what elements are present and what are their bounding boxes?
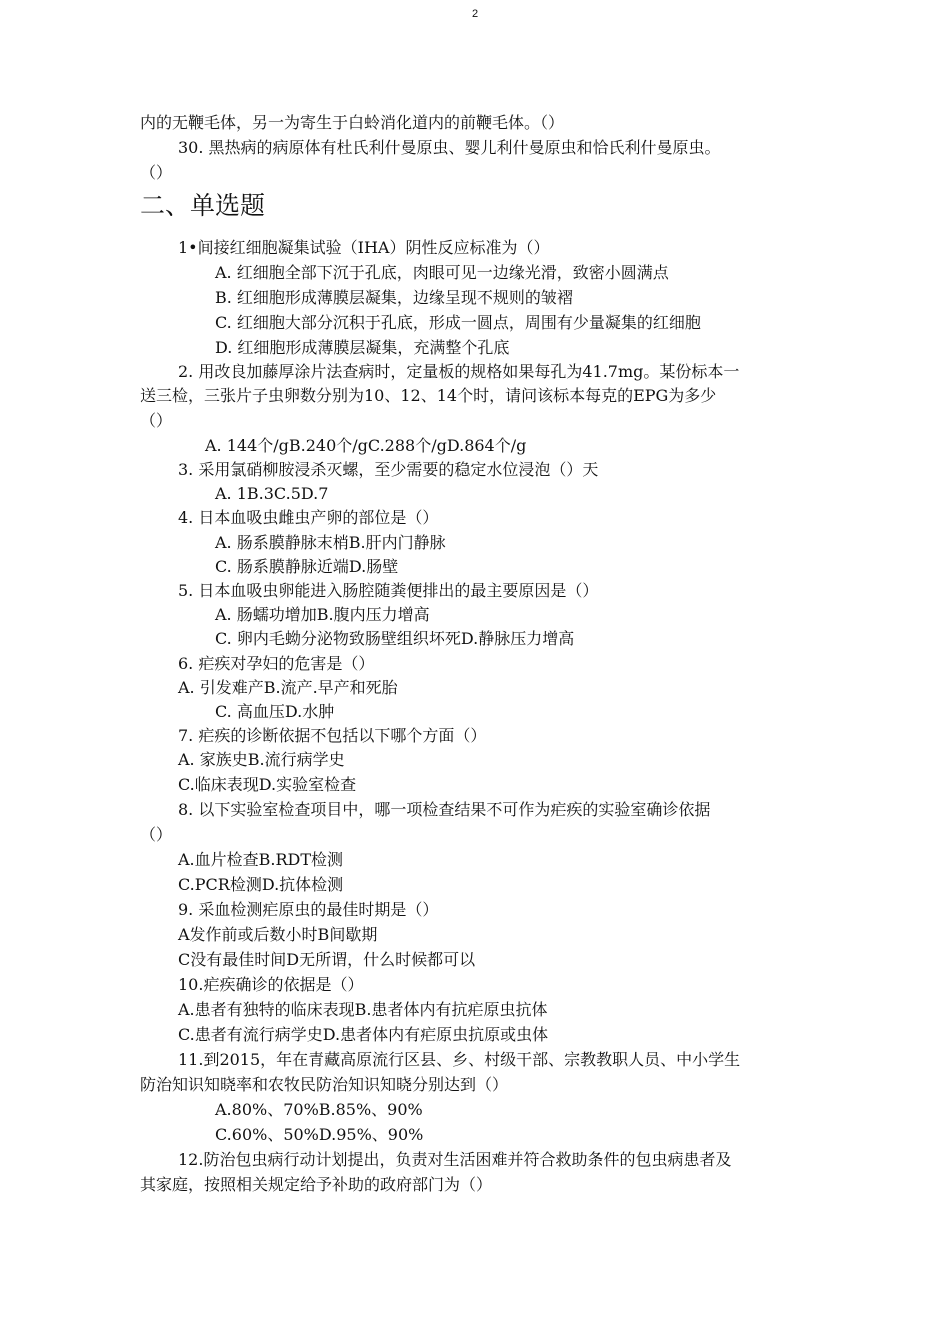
option-line: C.患者有流行病学史D.患者体内有疟原虫抗原或虫体 [178,1025,549,1044]
page-number: 2 [471,8,479,20]
option-line: A. 引发难产B.流产.早产和死胎 [178,678,398,697]
question-stem: 送三检，三张片子虫卵数分别为10、12、14个时，请问该标本每克的EPG为多少 [140,386,717,405]
question-stem: 12.防治包虫病行动计划提出，负责对生活困难并符合救助条件的包虫病患者及 [178,1150,732,1169]
option-line: C没有最佳时间D无所谓，什么时候都可以 [178,950,476,969]
question-stem: 11.到2015，年在青藏高原流行区县、乡、村级干部、宗教教职人员、中小学生 [178,1050,741,1069]
question-stem: 5. 日本血吸虫卵能进入肠腔随粪便排出的最主要原因是（） [178,581,599,600]
section-title: 二、单选题 [140,191,266,220]
option-line: A发作前或后数小时B间歇期 [178,925,378,944]
question-stem: 9. 采血检测疟原虫的最佳时期是（） [178,900,439,919]
option-line: A. 肠蠕功增加B.腹内压力增高 [215,605,430,624]
option-line: A. 肠系膜静脉末梢B.肝内门静脉 [215,533,446,552]
option-line: C. 红细胞大部分沉积于孔底，形成一圆点，周围有少量凝集的红细胞 [215,313,701,332]
option-line: A.血片检查B.RDT检测 [178,850,344,869]
question-stem: 8. 以下实验室检查项目中，哪一项检查结果不可作为疟疾的实验室确诊依据 [178,800,711,819]
question-stem: 10.疟疾确诊的依据是（） [178,975,364,994]
option-line: A. 红细胞全部下沉于孔底，肉眼可见一边缘光滑，致密小圆满点 [215,263,669,282]
option-line: A. 144个/gB.240个/gC.288个/gD.864个/g [205,436,527,455]
question-stem: 其家庭，按照相关规定给予补助的政府部门为（） [140,1175,493,1194]
option-line: B. 红细胞形成薄膜层凝集，边缘呈现不规则的皱褶 [215,288,573,307]
text-line: 30. 黑热病的病原体有杜氏利什曼原虫、婴儿利什曼原虫和恰氏利什曼原虫。 [178,138,721,157]
option-line: C.60%、50%D.95%、90% [215,1125,424,1144]
question-stem: 3. 采用氯硝柳胺浸杀灭螺，至少需要的稳定水位浸泡（）天 [178,460,599,479]
option-line: C. 肠系膜静脉近端D.肠壁 [215,557,399,576]
text-line: 内的无鞭毛体，另一为寄生于白蛉消化道内的前鞭毛体。（） [140,113,565,132]
option-line: C.临床表现D.实验室检查 [178,775,357,794]
option-line: C.PCR检测D.抗体检测 [178,875,344,894]
text-line: （） [140,163,173,182]
question-stem: 6. 疟疾对孕妇的危害是（） [178,654,375,673]
option-line: C. 高血压D.水肿 [215,702,335,721]
option-line: A.80%、70%B.85%、90% [215,1100,423,1119]
option-line: A.患者有独特的临床表现B.患者体内有抗疟原虫抗体 [178,1000,548,1019]
option-line: A. 家族史B.流行病学史 [178,750,345,769]
option-line: A. 1B.3C.5D.7 [215,484,329,503]
question-stem: 7. 疟疾的诊断依据不包括以下哪个方面（） [178,726,487,745]
option-line: D. 红细胞形成薄膜层凝集，充满整个孔底 [215,338,510,357]
option-line: C. 卵内毛蚴分泌物致肠壁组织坏死D.静脉压力增高 [215,629,575,648]
question-stem: 1•间接红细胞凝集试验（IHA）阴性反应标准为（） [178,238,550,257]
question-stem: 2. 用改良加藤厚涂片法查病时，定量板的规格如果每孔为41.7mg。某份标本一 [178,362,740,381]
question-stem: （） [140,411,173,430]
question-stem: 防治知识知晓率和农牧民防治知识知晓分别达到（） [140,1075,509,1094]
question-stem: （） [140,825,173,844]
question-stem: 4. 日本血吸虫雌虫产卵的部位是（） [178,508,439,527]
